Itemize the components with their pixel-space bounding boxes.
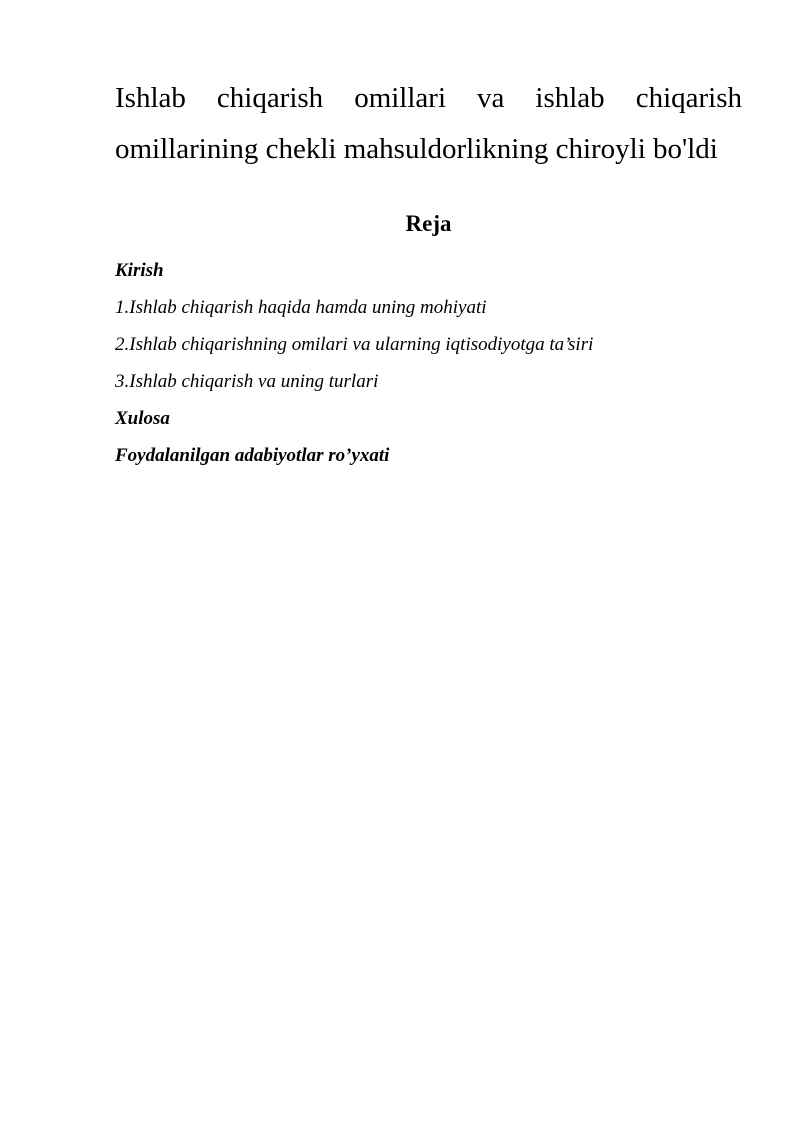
outline-item-conclusion: Xulosa <box>115 408 170 429</box>
document-title-line-2: omillarining chekli mahsuldorlikning chiroyli bo'ldi <box>115 133 718 165</box>
plan-heading: Reja <box>405 211 452 236</box>
outline-item-3: 3.Ishlab chiqarish va uning turlari <box>115 371 379 392</box>
document-title <box>115 73 742 175</box>
plan-outline <box>115 252 742 474</box>
outline-item-2: 2.Ishlab chiqarishning omilari va ularning iqtisodiyotga ta’siri <box>115 334 594 355</box>
outline-item-introduction: Kirish <box>115 260 164 281</box>
outline-item-1: 1.Ishlab chiqarish haqida hamda uning mohiyati <box>115 297 487 318</box>
document-title-line-1: Ishlab chiqarish omillari va ishlab chiqarish <box>115 82 742 114</box>
outline-item-references: Foydalanilgan adabiyotlar ro’yxati <box>115 445 390 466</box>
